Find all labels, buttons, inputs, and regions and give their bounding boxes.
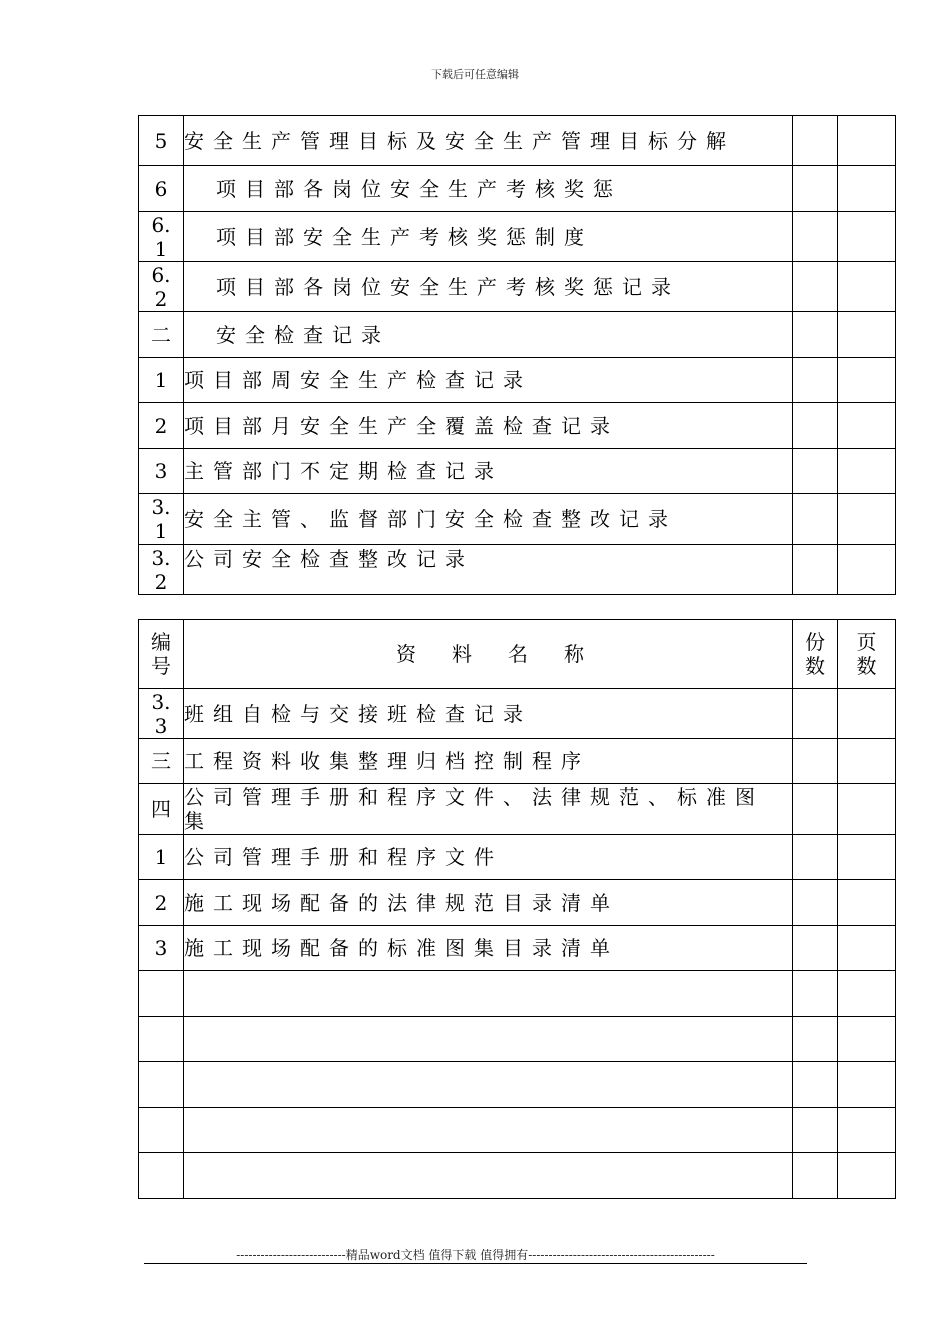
row-pages-cell (838, 403, 896, 449)
row-pages-cell (838, 358, 896, 403)
row-pages-cell (838, 1017, 896, 1062)
row-pages-cell (838, 166, 896, 212)
row-material-name: 项目部月安全生产全覆盖检查记录 (184, 403, 793, 449)
table-row (139, 1062, 896, 1108)
row-material-name (184, 1108, 793, 1153)
row-pages-cell (838, 545, 896, 595)
row-material-name: 安全主管、监督部门安全检查整改记录 (184, 494, 793, 545)
row-number: 3 (139, 926, 184, 971)
row-pages-cell (838, 1062, 896, 1108)
table-row (139, 494, 896, 545)
table-row (139, 212, 896, 262)
table-row (139, 926, 896, 971)
row-material-name: 公司安全检查整改记录 (184, 545, 793, 595)
row-copies-cell (793, 262, 838, 312)
row-copies-cell (793, 689, 838, 739)
table-row (139, 545, 896, 595)
row-pages-cell (838, 212, 896, 262)
row-number: 1 (139, 358, 184, 403)
row-number (139, 1062, 184, 1108)
table-row (139, 166, 896, 212)
row-copies-cell (793, 1062, 838, 1108)
row-material-name: 项目部各岗位安全生产考核奖惩记录 (184, 262, 793, 312)
row-copies-cell (793, 739, 838, 784)
row-copies-cell (793, 449, 838, 494)
row-material-name: 公司管理手册和程序文件、法律规范、标准图集 (184, 784, 793, 835)
row-copies-cell (793, 1153, 838, 1199)
row-pages-cell (838, 739, 896, 784)
row-material-name (184, 1017, 793, 1062)
row-pages-cell (838, 835, 896, 880)
table-row (139, 403, 896, 449)
row-material-name: 项目部各岗位安全生产考核奖惩 (184, 166, 793, 212)
row-pages-cell (838, 689, 896, 739)
row-pages-cell (838, 312, 896, 358)
row-number: 3.3 (139, 689, 184, 739)
row-number: 6.1 (139, 212, 184, 262)
row-number: 2 (139, 880, 184, 926)
footer-divider (144, 1263, 807, 1264)
row-number: 1 (139, 835, 184, 880)
table-row (139, 449, 896, 494)
header-pages: 页数 (838, 620, 896, 689)
row-material-name: 安全检查记录 (184, 312, 793, 358)
row-pages-cell (838, 116, 896, 166)
table-row (139, 1153, 896, 1199)
row-pages-cell (838, 971, 896, 1017)
table-row (139, 689, 896, 739)
row-copies-cell (793, 166, 838, 212)
row-number: 3.1 (139, 494, 184, 545)
row-material-name: 项目部安全生产考核奖惩制度 (184, 212, 793, 262)
table-header-row (139, 620, 896, 689)
header-copies: 份数 (793, 620, 838, 689)
row-material-name: 公司管理手册和程序文件 (184, 835, 793, 880)
row-pages-cell (838, 494, 896, 545)
header-material-name: 资料名称 (184, 620, 793, 689)
row-pages-cell (838, 449, 896, 494)
row-copies-cell (793, 312, 838, 358)
row-copies-cell (793, 116, 838, 166)
row-copies-cell (793, 835, 838, 880)
row-copies-cell (793, 971, 838, 1017)
row-pages-cell (838, 880, 896, 926)
row-material-name (184, 971, 793, 1017)
row-number: 6 (139, 166, 184, 212)
row-number: 5 (139, 116, 184, 166)
row-number: 二 (139, 312, 184, 358)
table-row (139, 971, 896, 1017)
row-material-name (184, 1153, 793, 1199)
footer-note: ---------------------------精品word文档 值得下载 值得拥有---------------------------------------------- (236, 1248, 715, 1262)
row-copies-cell (793, 1108, 838, 1153)
table-row (139, 739, 896, 784)
header-note: 下载后可任意编辑 (431, 68, 519, 81)
row-copies-cell (793, 212, 838, 262)
row-copies-cell (793, 403, 838, 449)
table-row (139, 262, 896, 312)
row-copies-cell (793, 545, 838, 595)
row-number: 6.2 (139, 262, 184, 312)
row-number (139, 1108, 184, 1153)
row-pages-cell (838, 1153, 896, 1199)
row-copies-cell (793, 358, 838, 403)
table-row (139, 116, 896, 166)
table-row (139, 880, 896, 926)
row-material-name: 施工现场配备的法律规范目录清单 (184, 880, 793, 926)
row-number (139, 971, 184, 1017)
row-copies-cell (793, 494, 838, 545)
document-table-upper (138, 115, 896, 595)
row-pages-cell (838, 926, 896, 971)
header-number: 编号 (139, 620, 184, 689)
row-number (139, 1017, 184, 1062)
row-number: 3.2 (139, 545, 184, 595)
row-copies-cell (793, 1017, 838, 1062)
row-number: 2 (139, 403, 184, 449)
row-material-name: 班组自检与交接班检查记录 (184, 689, 793, 739)
document-table-lower (138, 619, 896, 1199)
row-number: 三 (139, 739, 184, 784)
table-row (139, 1017, 896, 1062)
row-material-name: 工程资料收集整理归档控制程序 (184, 739, 793, 784)
row-material-name: 主管部门不定期检查记录 (184, 449, 793, 494)
table-row (139, 358, 896, 403)
row-copies-cell (793, 784, 838, 835)
row-material-name: 施工现场配备的标准图集目录清单 (184, 926, 793, 971)
row-number (139, 1153, 184, 1199)
row-copies-cell (793, 880, 838, 926)
row-material-name: 项目部周安全生产检查记录 (184, 358, 793, 403)
row-number: 四 (139, 784, 184, 835)
table-row (139, 1108, 896, 1153)
row-number: 3 (139, 449, 184, 494)
table-row (139, 784, 896, 835)
table-row (139, 312, 896, 358)
row-copies-cell (793, 926, 838, 971)
row-pages-cell (838, 1108, 896, 1153)
row-material-name (184, 1062, 793, 1108)
table-row (139, 835, 896, 880)
row-pages-cell (838, 784, 896, 835)
row-material-name: 安全生产管理目标及安全生产管理目标分解 (184, 116, 793, 166)
row-pages-cell (838, 262, 896, 312)
